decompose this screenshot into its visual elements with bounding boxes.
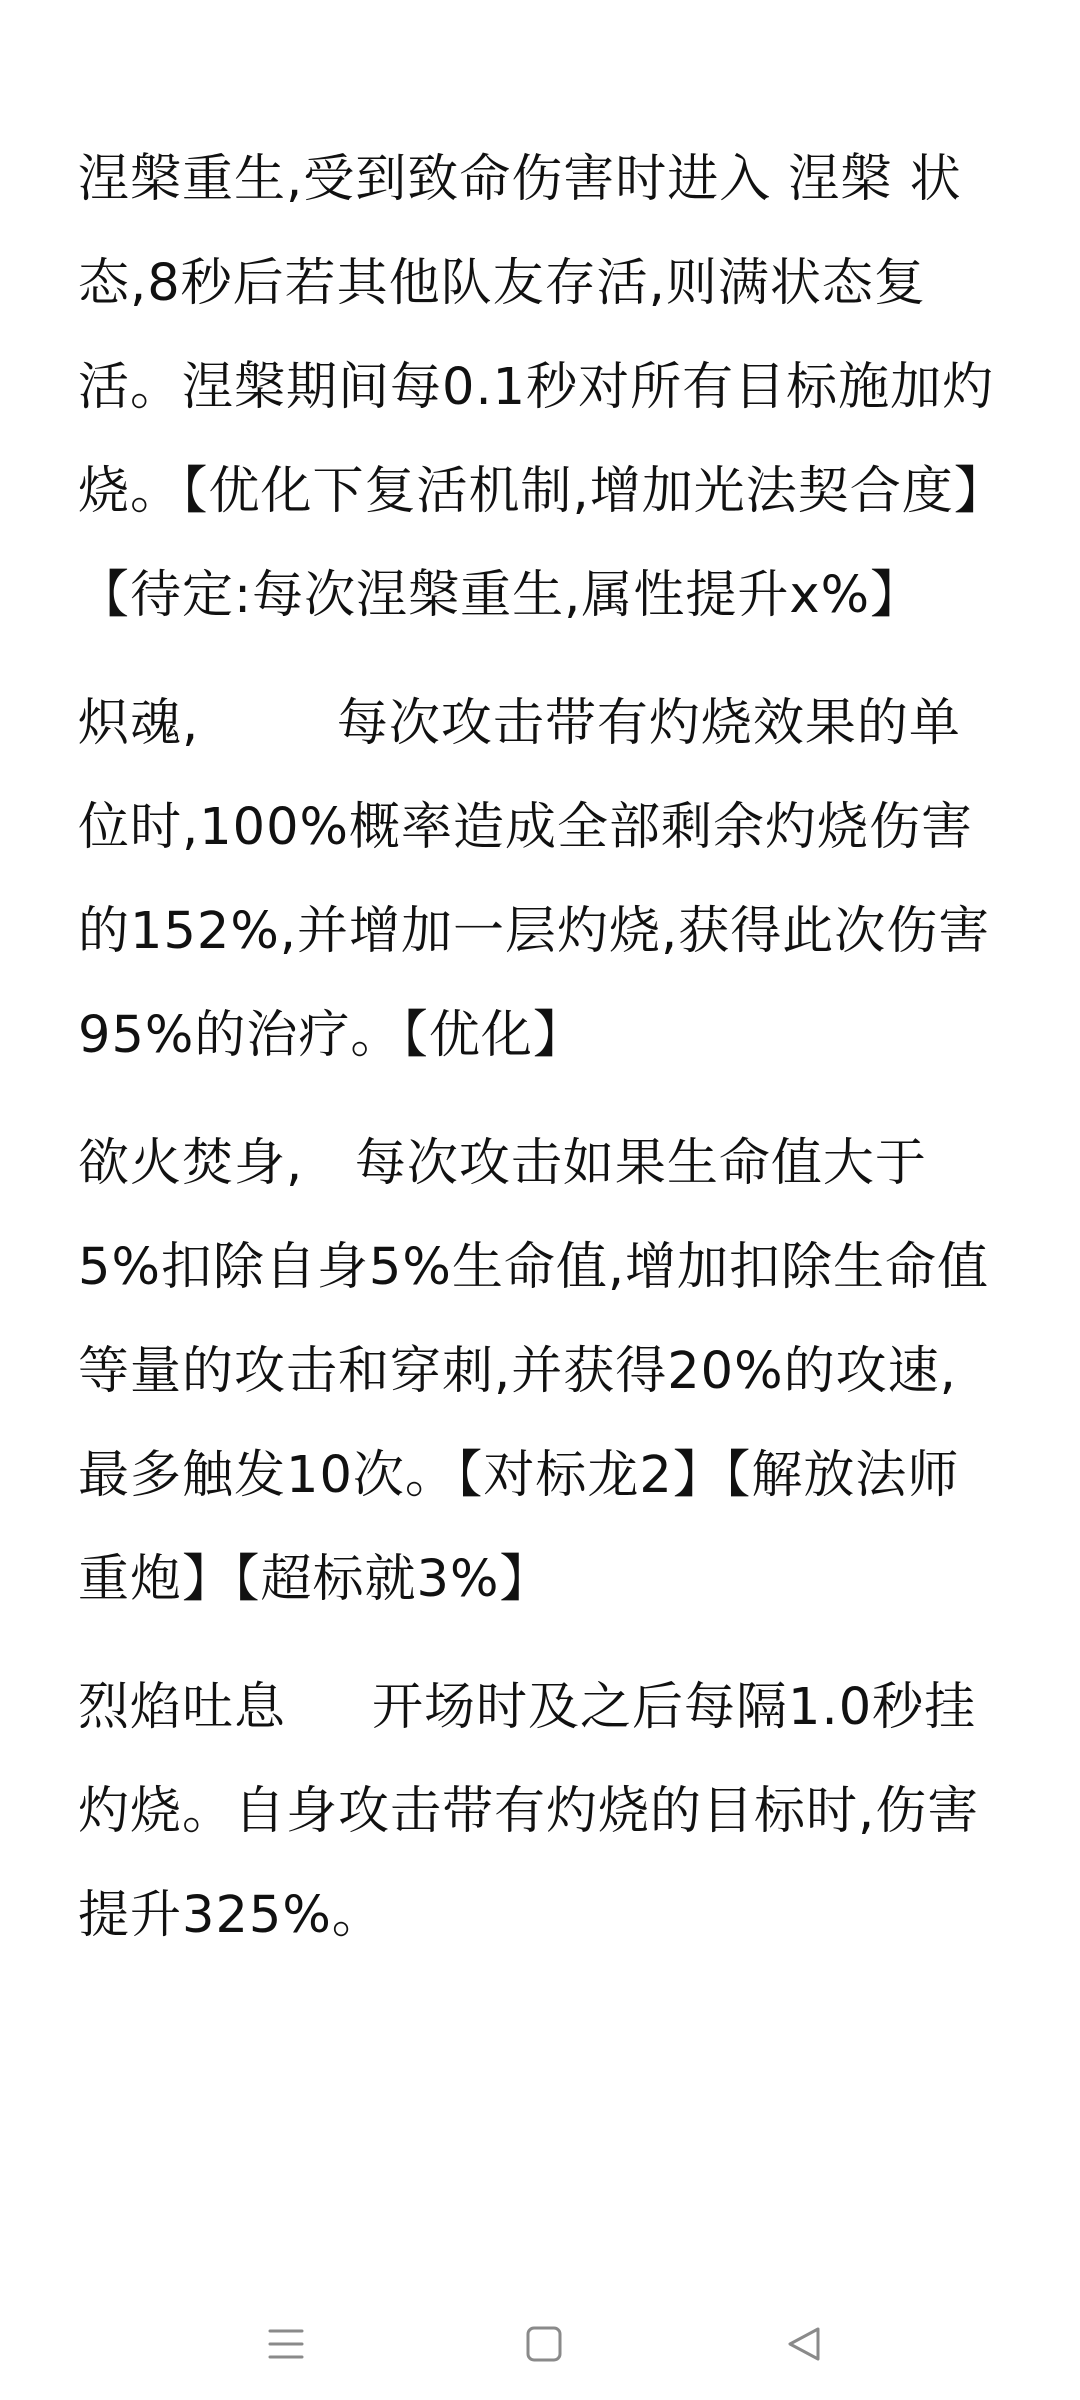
back-triangle-icon [784,2324,824,2364]
home-square-icon [524,2324,564,2364]
home-button[interactable] [516,2316,572,2372]
note-paragraph-nirvana: 涅槃重生,受到致命伤害时进入 涅槃 状态,8秒后若其他队友存活,则满状态复活。涅槃期间每0.1秒对所有目标施加灼烧。【优化下复活机制,增加光法契合度】【待定:每次涅槃重生,属性提升x%】 [78,150,1006,625]
menu-icon [266,2324,306,2364]
note-paragraph-flame-breath: 烈焰吐息 开场时及之后每隔1.0秒挂灼烧。自身攻击带有灼烧的目标时,伤害提升325%。 [78,1678,980,1945]
system-navigation-bar [0,2288,1080,2400]
back-button[interactable] [776,2316,832,2372]
note-content [78,128,1008,1992]
note-paragraph-blazing-soul: 炽魂, 每次攻击带有灼烧效果的单位时,100%概率造成全部剩余灼烧伤害的152%,并增加一层灼烧,获得此次伤害95%的治疗。【优化】 [78,694,991,1065]
menu-button[interactable] [258,2316,314,2372]
note-paragraph-burning-desire: 欲火焚身, 每次攻击如果生命值大于5%扣除自身5%生命值,增加扣除生命值等量的攻击和穿刺,并获得20%的攻速,最多触发10次。【对标龙2】【解放法师重炮】【超标就3%】 [78,1134,990,1609]
